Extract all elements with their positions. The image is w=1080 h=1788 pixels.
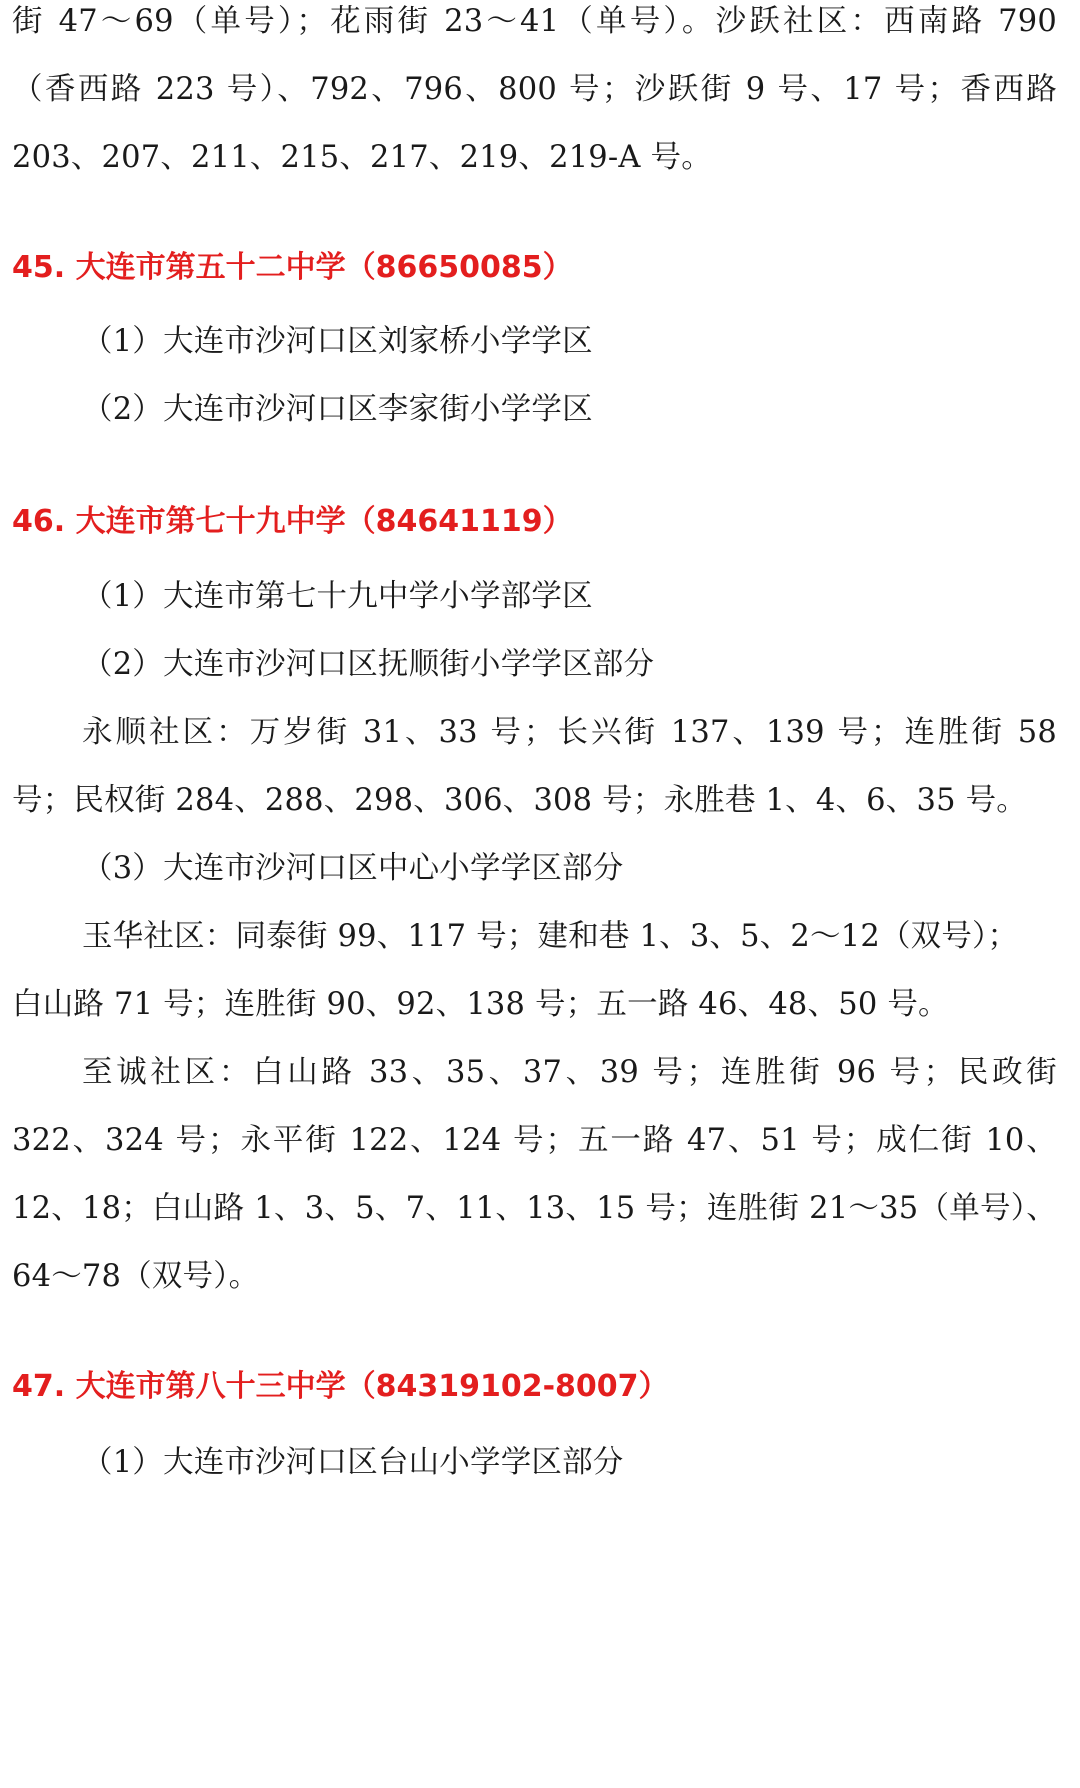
- school-47-district-1: （1）大连市沙河口区台山小学学区部分: [82, 1445, 624, 1480]
- intro-text-line-3: 203、207、211、215、217、219、219-A 号。: [12, 140, 712, 175]
- school-45-heading: 45. 大连市第五十二中学（86650085）: [12, 250, 573, 285]
- zhicheng-community-line-4: 64～78（双号）。: [12, 1259, 260, 1294]
- intro-text-line-2: （香西路 223 号）、792、796、800 号；沙跃街 9 号、17 号；香西路: [12, 72, 1057, 107]
- school-47-heading: 47. 大连市第八十三中学（84319102-8007）: [12, 1369, 669, 1404]
- school-46-heading: 46. 大连市第七十九中学（84641119）: [12, 504, 573, 539]
- zhicheng-community-line-1: 至诚社区：白山路 33、35、37、39 号；连胜街 96 号；民政街: [82, 1055, 1057, 1090]
- zhicheng-community-line-3: 12、18；白山路 1、3、5、7、11、13、15 号；连胜街 21～35（单号）、: [12, 1191, 1057, 1226]
- school-46-district-1: （1）大连市第七十九中学小学部学区: [82, 579, 593, 614]
- yongshun-community-line-1: 永顺社区：万岁街 31、33 号；长兴街 137、139 号；连胜街 58: [82, 715, 1057, 750]
- school-45-district-1: （1）大连市沙河口区刘家桥小学学区: [82, 324, 593, 359]
- school-45-district-2: （2）大连市沙河口区李家街小学学区: [82, 392, 593, 427]
- zhicheng-community-line-2: 322、324 号；永平街 122、124 号；五一路 47、51 号；成仁街 10、: [12, 1123, 1057, 1158]
- yuhua-community-line-2: 白山路 71 号；连胜街 90、92、138 号；五一路 46、48、50 号。: [12, 987, 949, 1022]
- intro-text-line-1: 街 47～69（单号）；花雨街 23～41（单号）。沙跃社区：西南路 790: [12, 4, 1057, 39]
- school-46-district-3: （3）大连市沙河口区中心小学学区部分: [82, 851, 624, 886]
- yongshun-community-line-2: 号；民权街 284、288、298、306、308 号；永胜巷 1、4、6、35 号。: [12, 783, 1027, 818]
- school-46-district-2: （2）大连市沙河口区抚顺街小学学区部分: [82, 647, 655, 682]
- yuhua-community-line-1: 玉华社区：同泰街 99、117 号；建和巷 1、3、5、2～12（双号）；: [82, 919, 1019, 954]
